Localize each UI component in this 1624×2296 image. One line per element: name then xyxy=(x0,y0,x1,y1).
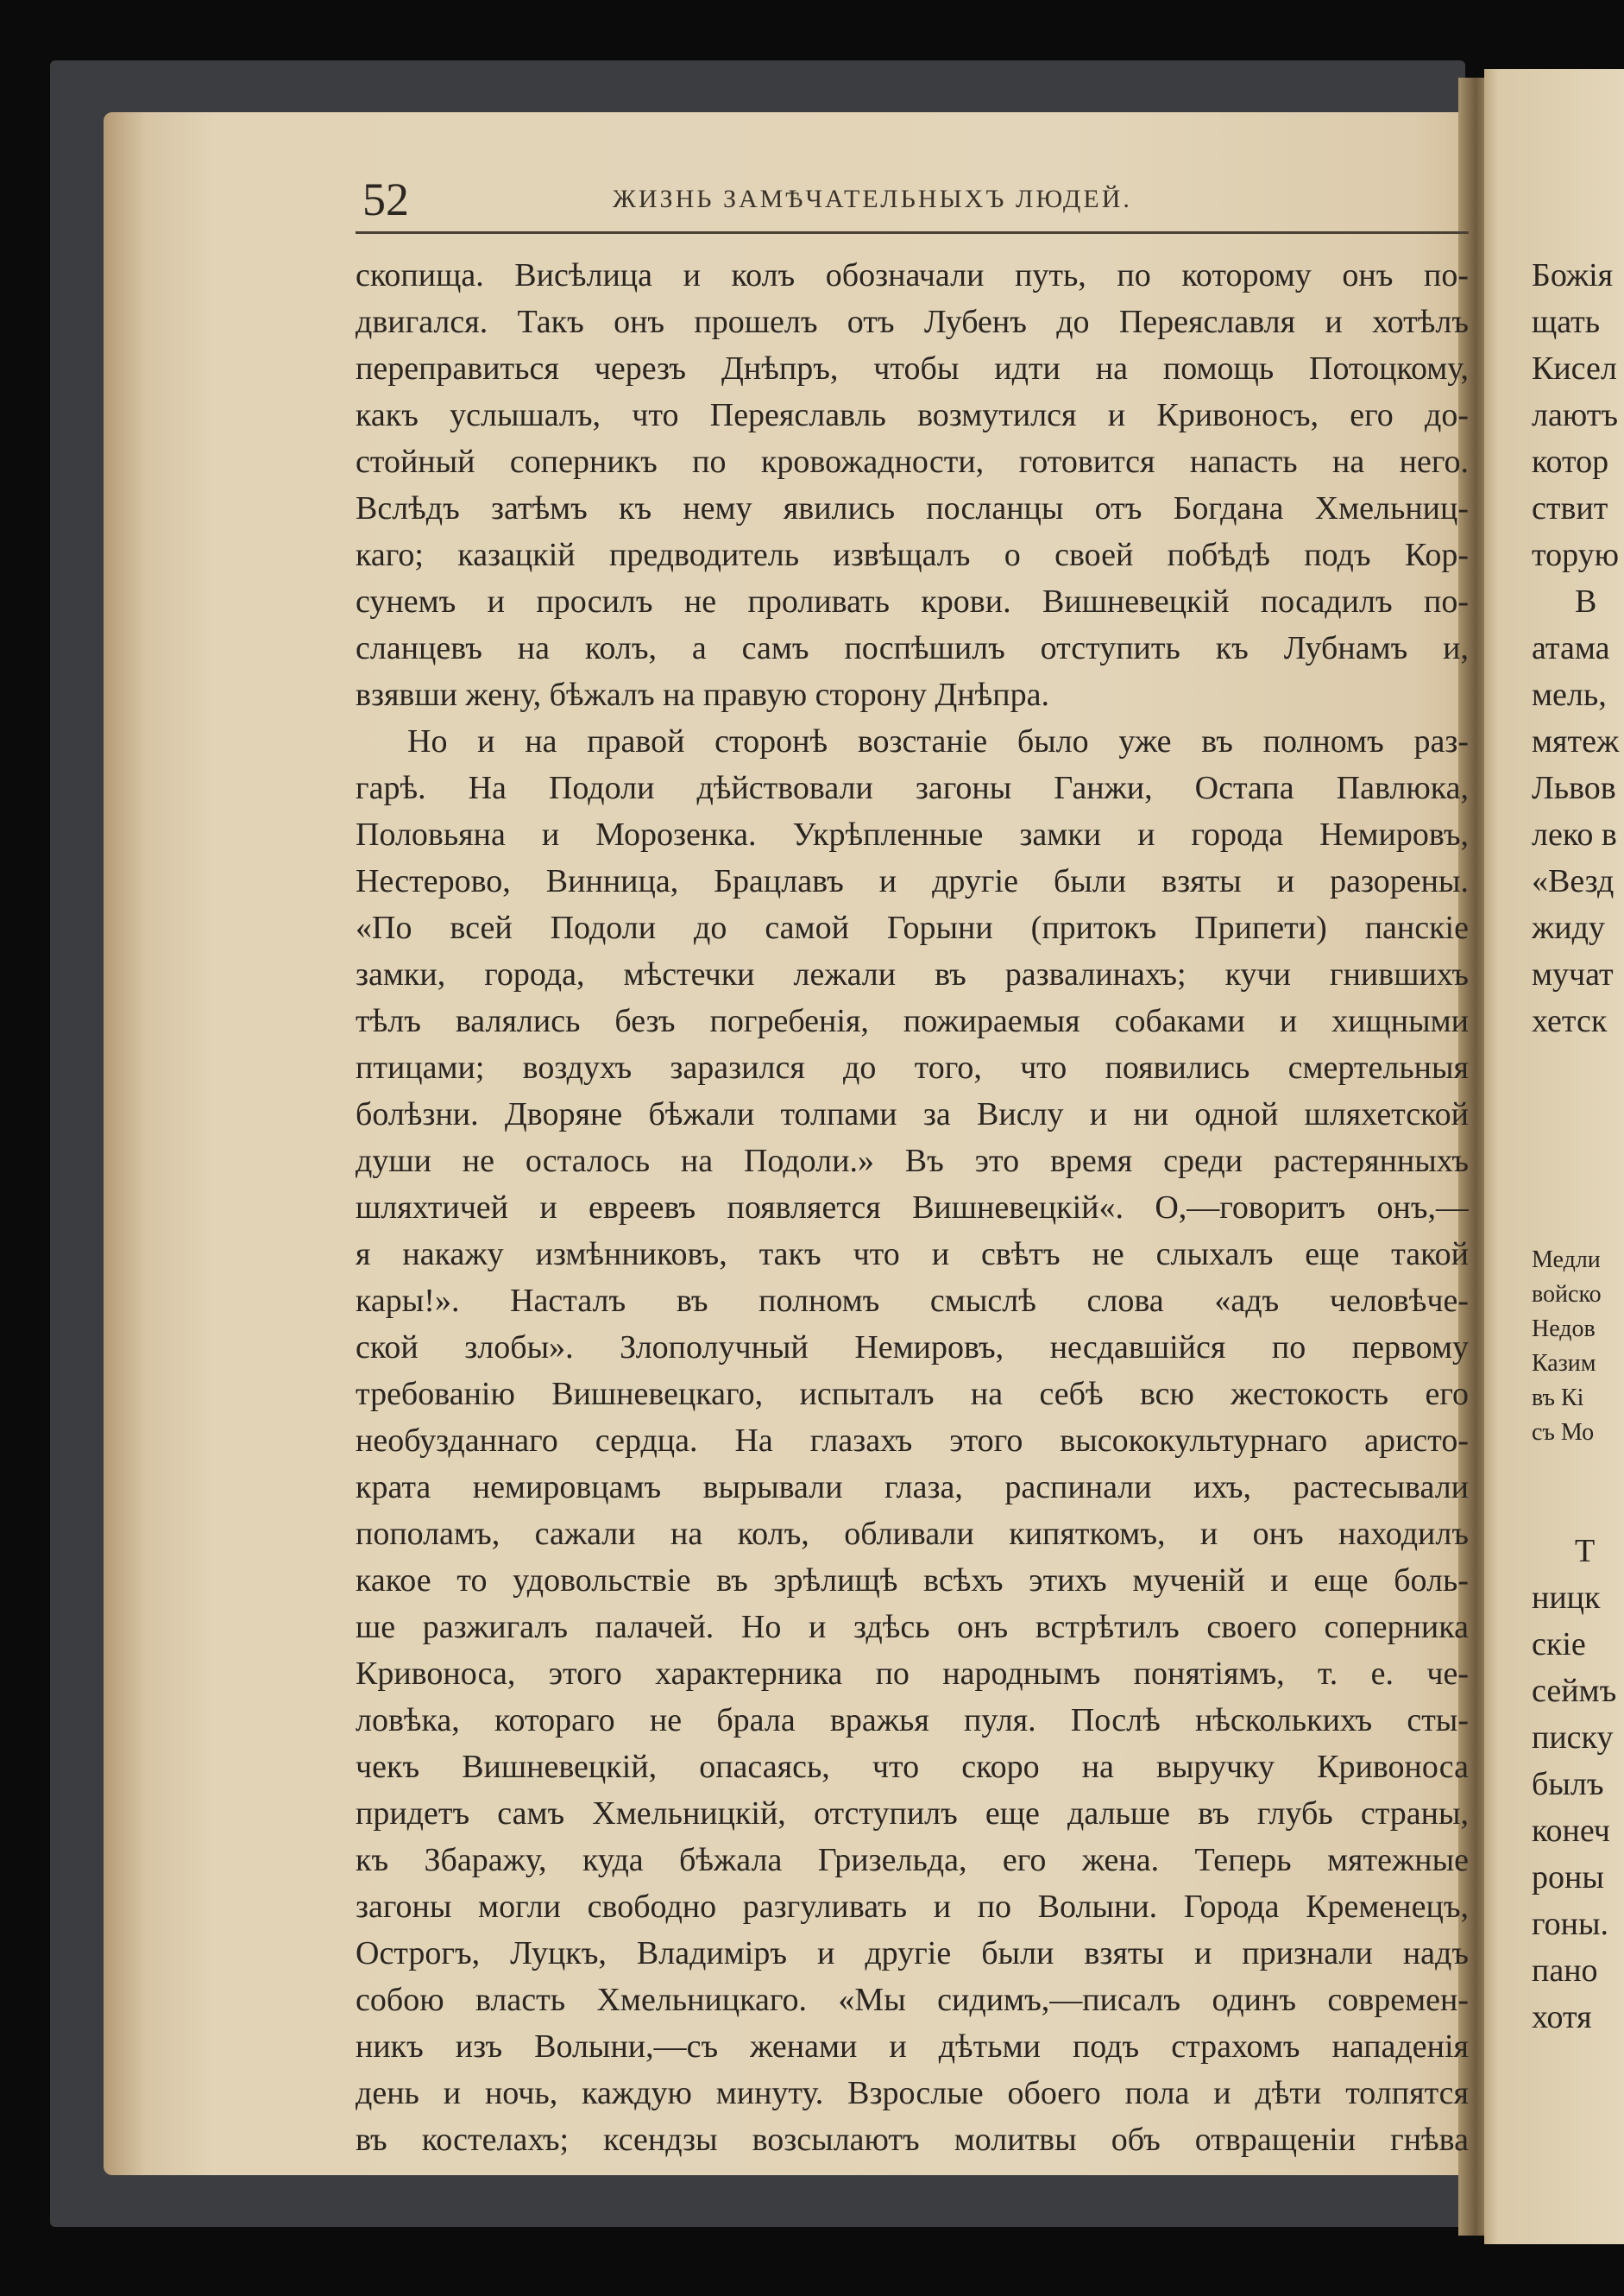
text-line: взявши жену, бѣжалъ на правую сторону Днѣпра. xyxy=(356,677,1049,713)
text-line: шляхтичей и евреевъ появляется Вишневецкій«. О,—говоритъ онъ,— xyxy=(356,1189,1469,1226)
running-head: ЖИЗНЬ ЗАМѢЧАТЕЛЬНЫХЪ ЛЮДЕЙ. xyxy=(613,185,1132,213)
right-line: В xyxy=(1575,583,1597,620)
text-line: кары!». Насталъ въ полномъ смыслѣ слова «адъ человѣче- xyxy=(356,1283,1469,1319)
right-line: мятеж xyxy=(1532,723,1620,760)
right-line: мель, xyxy=(1532,677,1607,713)
right-note-line: Медли xyxy=(1532,1246,1601,1273)
right-line: «Везд xyxy=(1532,863,1615,899)
right-line: Божія xyxy=(1532,257,1614,293)
text-line: чекъ Вишневецкій, опасаясь, что скоро на выручку Кривоноса xyxy=(356,1749,1469,1785)
text-line: Кривоноса, этого характерника по народнымъ понятіямъ, т. е. че- xyxy=(356,1656,1469,1692)
right-line: конеч xyxy=(1532,1813,1610,1849)
right-line: Т xyxy=(1575,1533,1596,1569)
right-line: котор xyxy=(1532,444,1609,480)
text-line: гарѣ. На Подоли дѣйствовали загоны Ганжи, Остапа Павлюка, xyxy=(356,770,1469,806)
right-line: скіе xyxy=(1532,1626,1586,1662)
text-line: ской злобы». Злополучный Немировъ, несдавшійся по первому xyxy=(356,1329,1469,1366)
spacer xyxy=(1532,1044,1624,1243)
text-line: пополамъ, сажали на колъ, обливали кипяткомъ, и онъ находилъ xyxy=(356,1516,1469,1552)
text-line: птицами; воздухъ заразился до того, что появились смертельныя xyxy=(356,1050,1469,1086)
text-line: двигался. Такъ онъ прошелъ отъ Лубенъ до Переяславля и хотѣлъ xyxy=(356,304,1469,340)
right-line: ницк xyxy=(1532,1580,1601,1616)
right-line: мучат xyxy=(1532,956,1614,993)
page-number: 52 xyxy=(362,173,409,225)
right-line: лаютъ xyxy=(1532,397,1618,433)
text-line: Острогъ, Луцкъ, Владиміръ и другіе были взяты и признали надъ xyxy=(356,1935,1469,1971)
right-line: Львов xyxy=(1532,770,1616,806)
text-line: Вслѣдъ затѣмъ къ нему явились посланцы отъ Богдана Хмельниц- xyxy=(356,490,1469,527)
right-line: хетск xyxy=(1532,1003,1608,1039)
header-rule xyxy=(356,231,1469,234)
body-text xyxy=(356,252,1469,2163)
right-line: роны xyxy=(1532,1859,1604,1895)
text-line: «По всей Подоли до самой Горыни (притокъ Припети) панскіе xyxy=(356,910,1469,946)
right-line: хотя xyxy=(1532,1999,1592,2035)
spacer xyxy=(1532,1450,1624,1528)
text-line: души не осталось на Подоли.» Въ это время среди растерянныхъ xyxy=(356,1143,1469,1179)
right-note-line: съ Мо xyxy=(1532,1419,1595,1446)
right-line: леко в xyxy=(1532,817,1617,853)
text-line: въ костелахъ; ксендзы возсылаютъ молитвы объ отвращеніи гнѣва xyxy=(356,2122,1469,2158)
text-line: переправиться черезъ Днѣпръ, чтобы идти на помощь Потоцкому, xyxy=(356,350,1469,387)
text-line: какое то удовольствіе въ зрѣлищѣ всѣхъ этихъ мученій и еще боль- xyxy=(356,1562,1469,1599)
right-line: писку xyxy=(1532,1719,1614,1756)
right-line: пано xyxy=(1532,1952,1598,1989)
right-line: ствит xyxy=(1532,490,1608,527)
right-line: жиду xyxy=(1532,910,1605,946)
text-line: ше разжигалъ палачей. Но и здѣсь онъ встрѣтилъ своего соперника xyxy=(356,1609,1469,1645)
text-line: загоны могли свободно разгуливать и по Волыни. Города Кременецъ, xyxy=(356,1889,1469,1925)
text-line: собою власть Хмельницкаго. «Мы сидимъ,—писалъ одинъ современ- xyxy=(356,1982,1469,2018)
text-line: день и ночь, каждую минуту. Взрослые обоего пола и дѣти толпятся xyxy=(356,2075,1469,2111)
text-line: Нестерово, Винница, Брацлавъ и другіе были взяты и разорены. xyxy=(356,863,1469,899)
right-note-line: войско xyxy=(1532,1281,1602,1308)
right-line: торую xyxy=(1532,537,1619,573)
right-note-line: Недов xyxy=(1532,1315,1596,1342)
text-line: скопища. Висѣлица и колъ обозначали путь, по которому онъ по- xyxy=(356,257,1469,293)
text-line: сунемъ и просилъ не проливать крови. Вишневецкій посадилъ по- xyxy=(356,583,1469,620)
right-note-line: въ Кі xyxy=(1532,1385,1584,1411)
text-line: ловѣка, котораго не брала вражья пуля. Послѣ нѣсколькихъ сты- xyxy=(356,1702,1469,1738)
text-line: сланцевъ на колъ, а самъ поспѣшилъ отступить къ Лубнамъ и, xyxy=(356,630,1469,666)
right-line: гоны. xyxy=(1532,1906,1609,1942)
text-line: крата немировцамъ вырывали глаза, распинали ихъ, растесывали xyxy=(356,1469,1469,1505)
text-line: никъ изъ Волыни,—съ женами и дѣтьми подъ страхомъ нападенія xyxy=(356,2028,1469,2065)
text-line: болѣзни. Дворяне бѣжали толпами за Вислу и ни одной шляхетской xyxy=(356,1096,1469,1132)
right-note-line: Казим xyxy=(1532,1350,1596,1377)
right-line: былъ xyxy=(1532,1766,1604,1802)
text-line: я накажу измѣнниковъ, такъ что и свѣтъ не слыхалъ еще такой xyxy=(356,1236,1469,1272)
right-line: сеймъ xyxy=(1532,1673,1617,1709)
text-line: Половьяна и Морозенка. Укрѣпленные замки и города Немировъ, xyxy=(356,817,1469,853)
right-line: Кисел xyxy=(1532,350,1617,387)
text-line: требованію Вишневецкаго, испыталъ на себѣ всю жестокость его xyxy=(356,1376,1469,1412)
text-line: каго; казацкій предводитель извѣщалъ о своей побѣдѣ подъ Кор- xyxy=(356,537,1469,573)
right-line: щать xyxy=(1532,304,1601,340)
text-line: придетъ самъ Хмельницкій, отступилъ еще дальше въ глубь страны, xyxy=(356,1795,1469,1832)
text-line: необузданнаго сердца. На глазахъ этого высококультурнаго аристо- xyxy=(356,1422,1469,1459)
text-line: тѣлъ валялись безъ погребенія, пожираемыя собаками и хищными xyxy=(356,1003,1469,1039)
right-line: атама xyxy=(1532,630,1610,666)
text-line: Но и на правой сторонѣ возстаніе было уже въ полномъ раз- xyxy=(407,723,1469,760)
text-line: какъ услышалъ, что Переяславль возмутился и Кривоносъ, его до- xyxy=(356,397,1469,433)
text-line: замки, города, мѣстечки лежали въ развалинахъ; кучи гнившихъ xyxy=(356,956,1469,993)
text-line: къ Збаражу, куда бѣжала Гризельда, его жена. Теперь мятежные xyxy=(356,1842,1469,1878)
right-page-text xyxy=(1532,252,1624,2041)
page-header xyxy=(362,173,1484,225)
text-line: стойный соперникъ по кровожадности, готовится напасть на него. xyxy=(356,444,1469,480)
